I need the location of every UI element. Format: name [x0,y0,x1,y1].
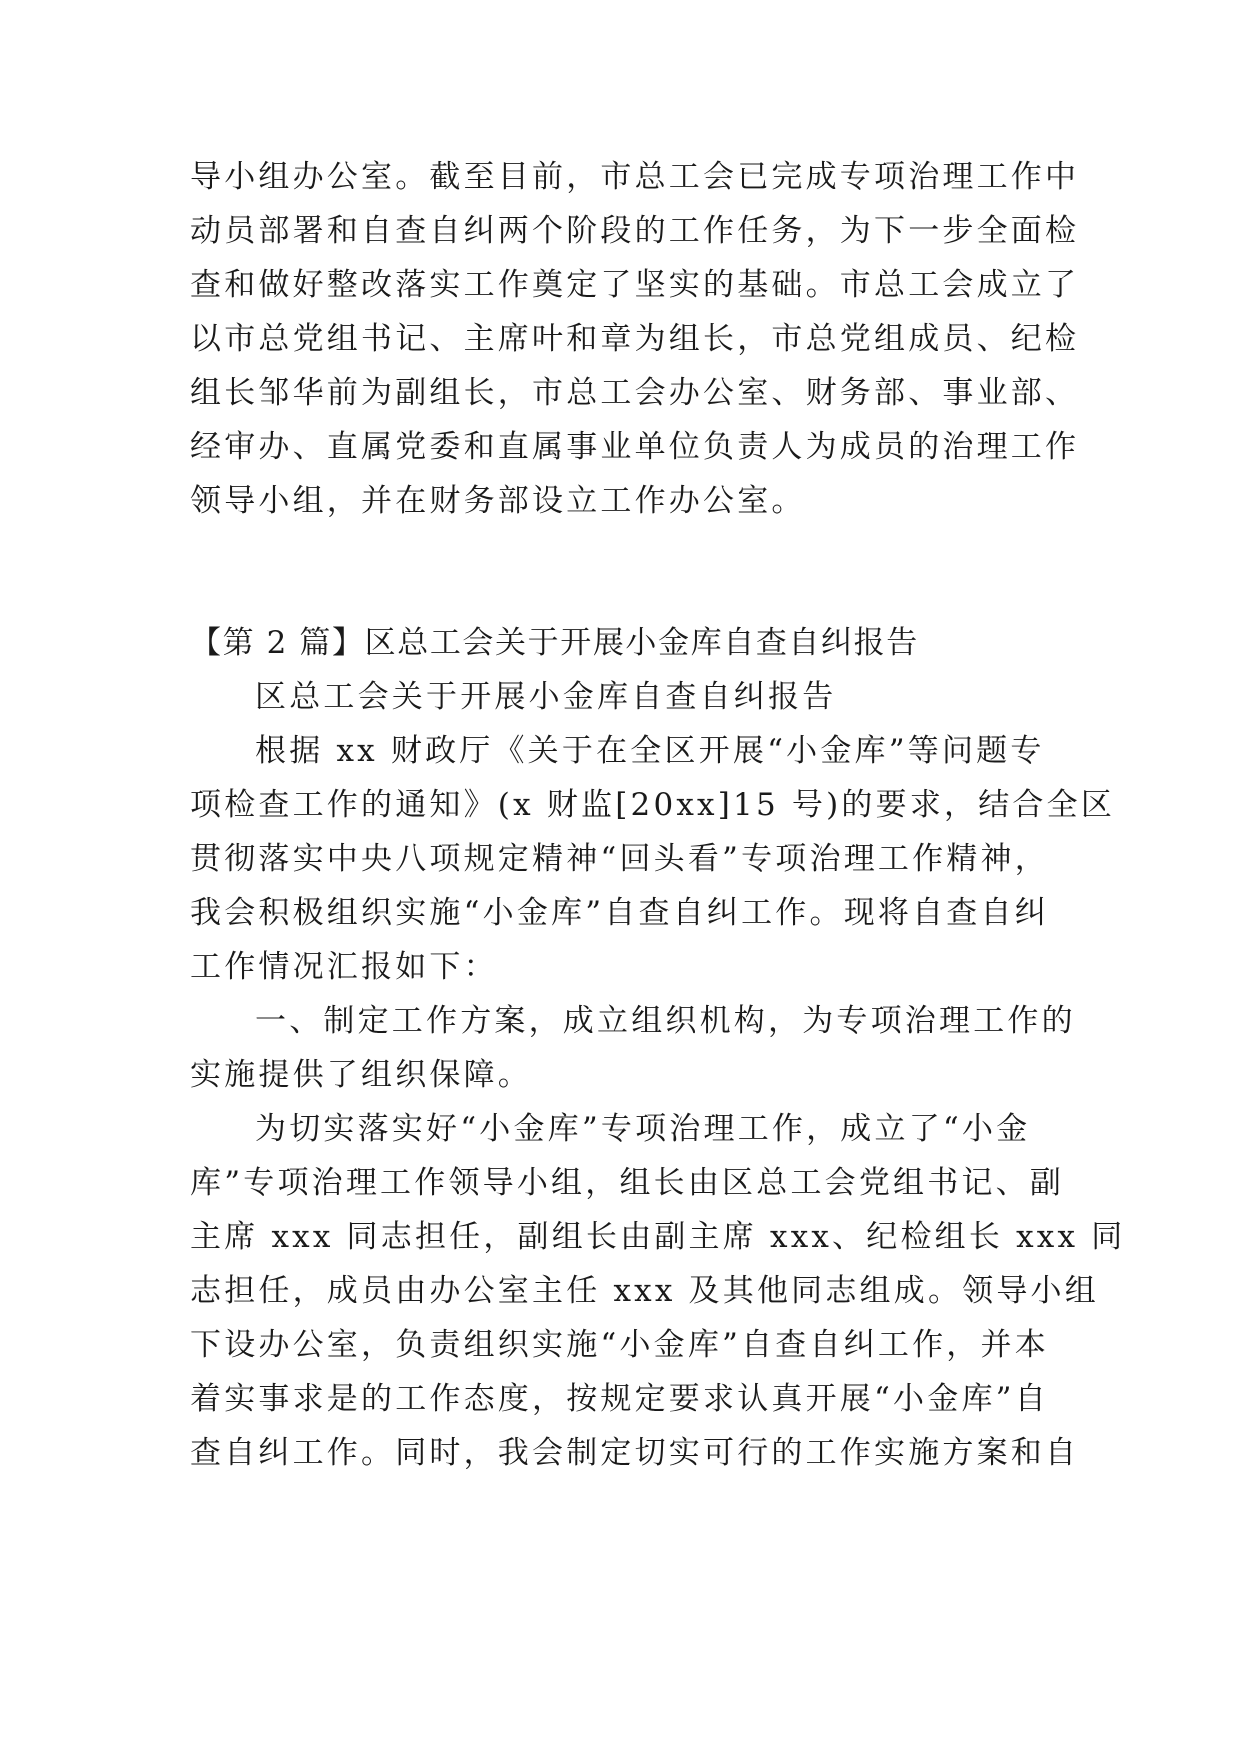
paragraph-line: 以市总党组书记、主席叶和章为组长，市总党组成员、纪检 [190,321,1080,357]
paragraph-line: 着实事求是的工作态度，按规定要求认真开展“小金库”自 [190,1381,1049,1417]
paragraph-line: 一、制定工作方案，成立组织机构，为专项治理工作的 [255,1003,1076,1039]
paragraph-line: 贯彻落实中央八项规定精神“回头看”专项治理工作精神， [190,841,1049,877]
paragraph-line: 经审办、直属党委和直属事业单位负责人为成员的治理工作 [190,429,1080,465]
paragraph-line: 工作情况汇报如下： [190,949,498,985]
paragraph-line: 领导小组，并在财务部设立工作办公室。 [190,483,806,519]
paragraph-line: 组长邹华前为副组长，市总工会办公室、财务部、事业部、 [190,375,1080,411]
paragraph-line: 我会积极组织实施“小金库”自查自纠工作。现将自查自纠 [190,895,1049,931]
paragraph-line: 动员部署和自查自纠两个阶段的工作任务，为下一步全面检 [190,213,1080,249]
paragraph-line: 导小组办公室。截至目前，市总工会已完成专项治理工作中 [190,159,1080,195]
paragraph-line: 项检查工作的通知》(x 财监[20xx]15 号)的要求，结合全区 [190,787,1116,823]
paragraph-line: 根据 xx 财政厅《关于在全区开展“小金库”等问题专 [255,733,1045,769]
paragraph-line: 库”专项治理工作领导小组，组长由区总工会党组书记、副 [190,1165,1065,1201]
paragraph-line: 志担任，成员由办公室主任 xxx 及其他同志组成。领导小组 [190,1273,1099,1309]
paragraph-line: 实施提供了组织保障。 [190,1057,532,1093]
paragraph-line: 查和做好整改落实工作奠定了坚实的基础。市总工会成立了 [190,267,1080,303]
paragraph-line: 主席 xxx 同志担任，副组长由副主席 xxx、纪检组长 xxx 同 [190,1219,1126,1255]
report-title: 区总工会关于开展小金库自查自纠报告 [255,679,837,715]
paragraph-line: 查自纠工作。同时，我会制定切实可行的工作实施方案和自 [190,1435,1080,1471]
section-heading: 【第 2 篇】区总工会关于开展小金库自查自纠报告 [190,625,919,661]
paragraph-line: 为切实落实好“小金库”专项治理工作，成立了“小金 [255,1111,1031,1147]
paragraph-line: 下设办公室，负责组织实施“小金库”自查自纠工作，并本 [190,1327,1049,1363]
